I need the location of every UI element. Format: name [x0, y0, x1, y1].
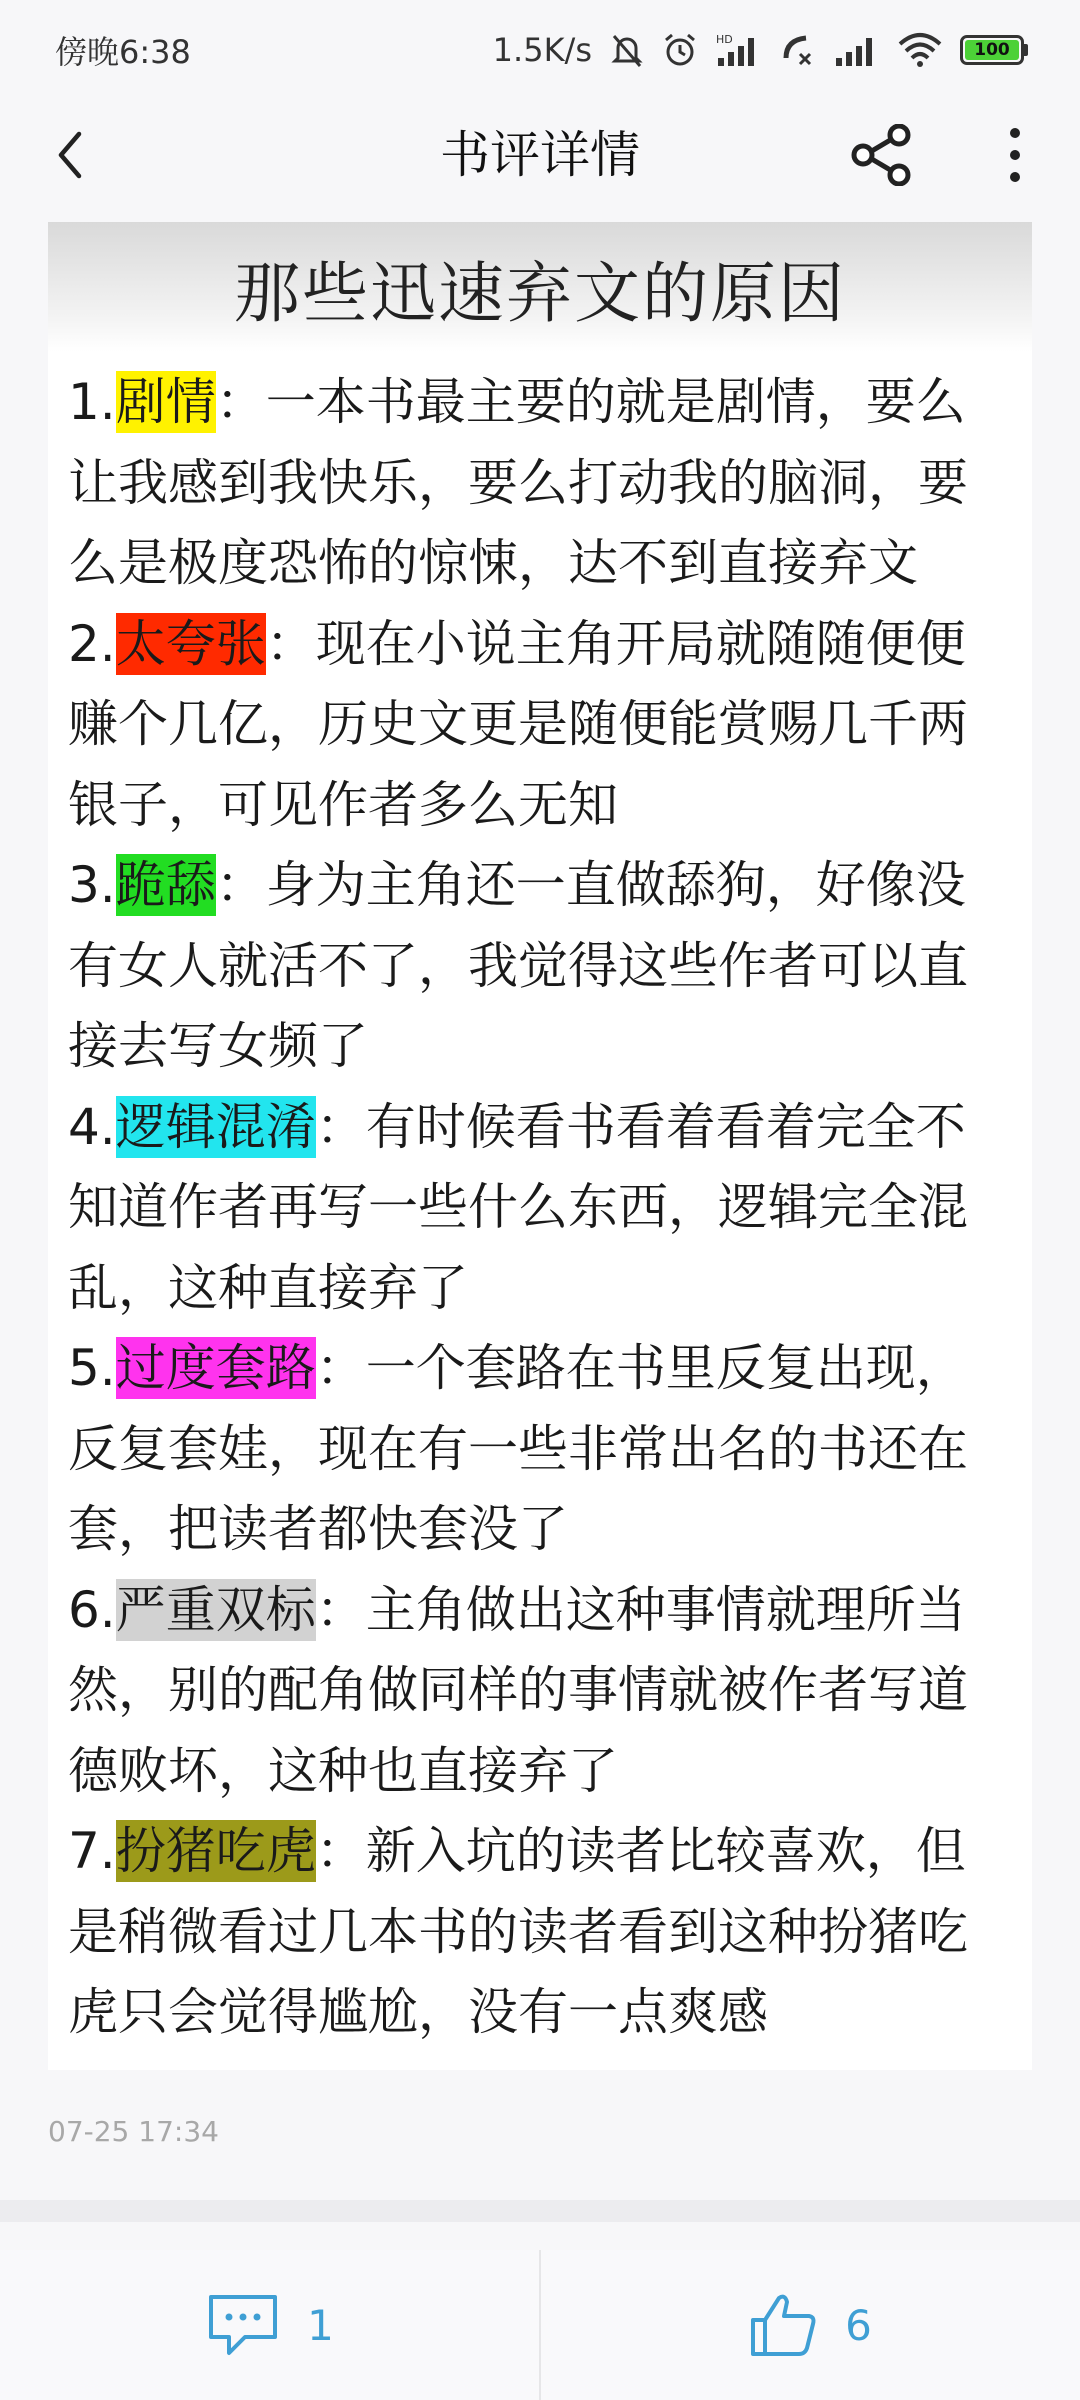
- item-text: ：现在小说主角开局就随随便便赚个几亿，历史文更是随便能赏赐几千两银子，可见作者多么无知: [68, 614, 968, 834]
- item-keyword: 剧情: [115, 373, 216, 431]
- more-options-button[interactable]: [990, 120, 1040, 190]
- review-item: [68, 1579, 968, 1800]
- item-keyword: 太夸张: [115, 614, 266, 673]
- item-text: ：一个套路在书里反复出现，反复套娃，现在有一些非常出名的书还在套，把读者都快套没了: [68, 1339, 968, 1558]
- status-bar: [0, 0, 1080, 100]
- review-item: [68, 1096, 968, 1317]
- call-off-icon: [780, 32, 816, 68]
- item-text: ：身为主角还一直做舔狗，好像没有女人就活不了，我觉得这些作者可以直接去写女频了: [68, 856, 968, 1075]
- item-number: 5.: [68, 1339, 116, 1397]
- app-bar: [0, 100, 1080, 210]
- svg-text:HD: HD: [716, 33, 733, 46]
- mute-bell-icon: [610, 32, 644, 68]
- review-image[interactable]: [48, 222, 1032, 2070]
- more-vertical-icon: [1008, 127, 1022, 183]
- share-icon: [849, 124, 913, 186]
- like-button[interactable]: [541, 2250, 1080, 2400]
- alarm-icon: [662, 32, 698, 68]
- back-button[interactable]: [40, 122, 100, 188]
- item-keyword: 严重双标: [115, 1580, 316, 1639]
- battery-level: 100: [965, 40, 1019, 60]
- item-keyword: 过度套路: [115, 1339, 316, 1397]
- review-item: [68, 1337, 968, 1558]
- comment-button[interactable]: [0, 2250, 539, 2400]
- signal-icon: [834, 32, 880, 68]
- item-number: 7.: [68, 1822, 116, 1880]
- bottom-action-bar: [0, 2250, 1080, 2400]
- comment-count: 1: [307, 2300, 334, 2350]
- item-text: ：有时候看书看着看着完全不知道作者再写一些什么东西，逻辑完全混乱，这种直接弃了: [68, 1097, 968, 1317]
- status-icons: [493, 31, 1028, 69]
- share-button[interactable]: [846, 120, 916, 190]
- like-count: 6: [845, 2300, 872, 2350]
- comment-bubble-icon: [205, 2293, 281, 2357]
- item-text: ：一本书最主要的就是剧情，要么让我感到我快乐，要么打动我的脑洞，要么是极度恐怖的惊悚，达不到直接弃文: [68, 373, 968, 592]
- item-number: 6.: [68, 1580, 116, 1639]
- review-item: [68, 613, 968, 834]
- item-number: 3.: [68, 856, 116, 914]
- review-item: [68, 371, 968, 592]
- divider: [0, 2200, 1080, 2222]
- item-number: 2.: [68, 614, 116, 673]
- chevron-left-icon: [55, 130, 85, 180]
- thumbs-up-icon: [749, 2292, 819, 2358]
- item-text: ：新入坑的读者比较喜欢，但是稍微看过几本书的读者看到这种扮猪吃虎只会觉得尴尬，没有一点爽感: [68, 1822, 968, 2041]
- battery-icon: [960, 35, 1028, 65]
- review-item: [68, 1820, 968, 2041]
- review-item-list: [48, 352, 1032, 2053]
- review-item: [68, 854, 968, 1075]
- status-time: 傍晚6:38: [55, 33, 191, 71]
- item-number: 4.: [68, 1097, 116, 1156]
- item-keyword: 跪舔: [115, 856, 216, 914]
- post-timestamp: 07-25 17:34: [48, 2115, 219, 2148]
- image-title: 那些迅速弃文的原因: [234, 254, 846, 332]
- page-title: 书评详情: [440, 126, 640, 184]
- wifi-icon: [898, 32, 942, 68]
- item-keyword: 扮猪吃虎: [115, 1822, 316, 1880]
- item-number: 1.: [68, 373, 116, 431]
- item-text: ：主角做出这种事情就理所当然，别的配角做同样的事情就被作者写道德败坏，这种也直接弃了: [68, 1580, 968, 1800]
- hd-signal-icon: [716, 32, 762, 68]
- image-header: [48, 222, 1032, 352]
- network-speed: 1.5K/s: [492, 31, 592, 69]
- item-keyword: 逻辑混淆: [115, 1097, 316, 1156]
